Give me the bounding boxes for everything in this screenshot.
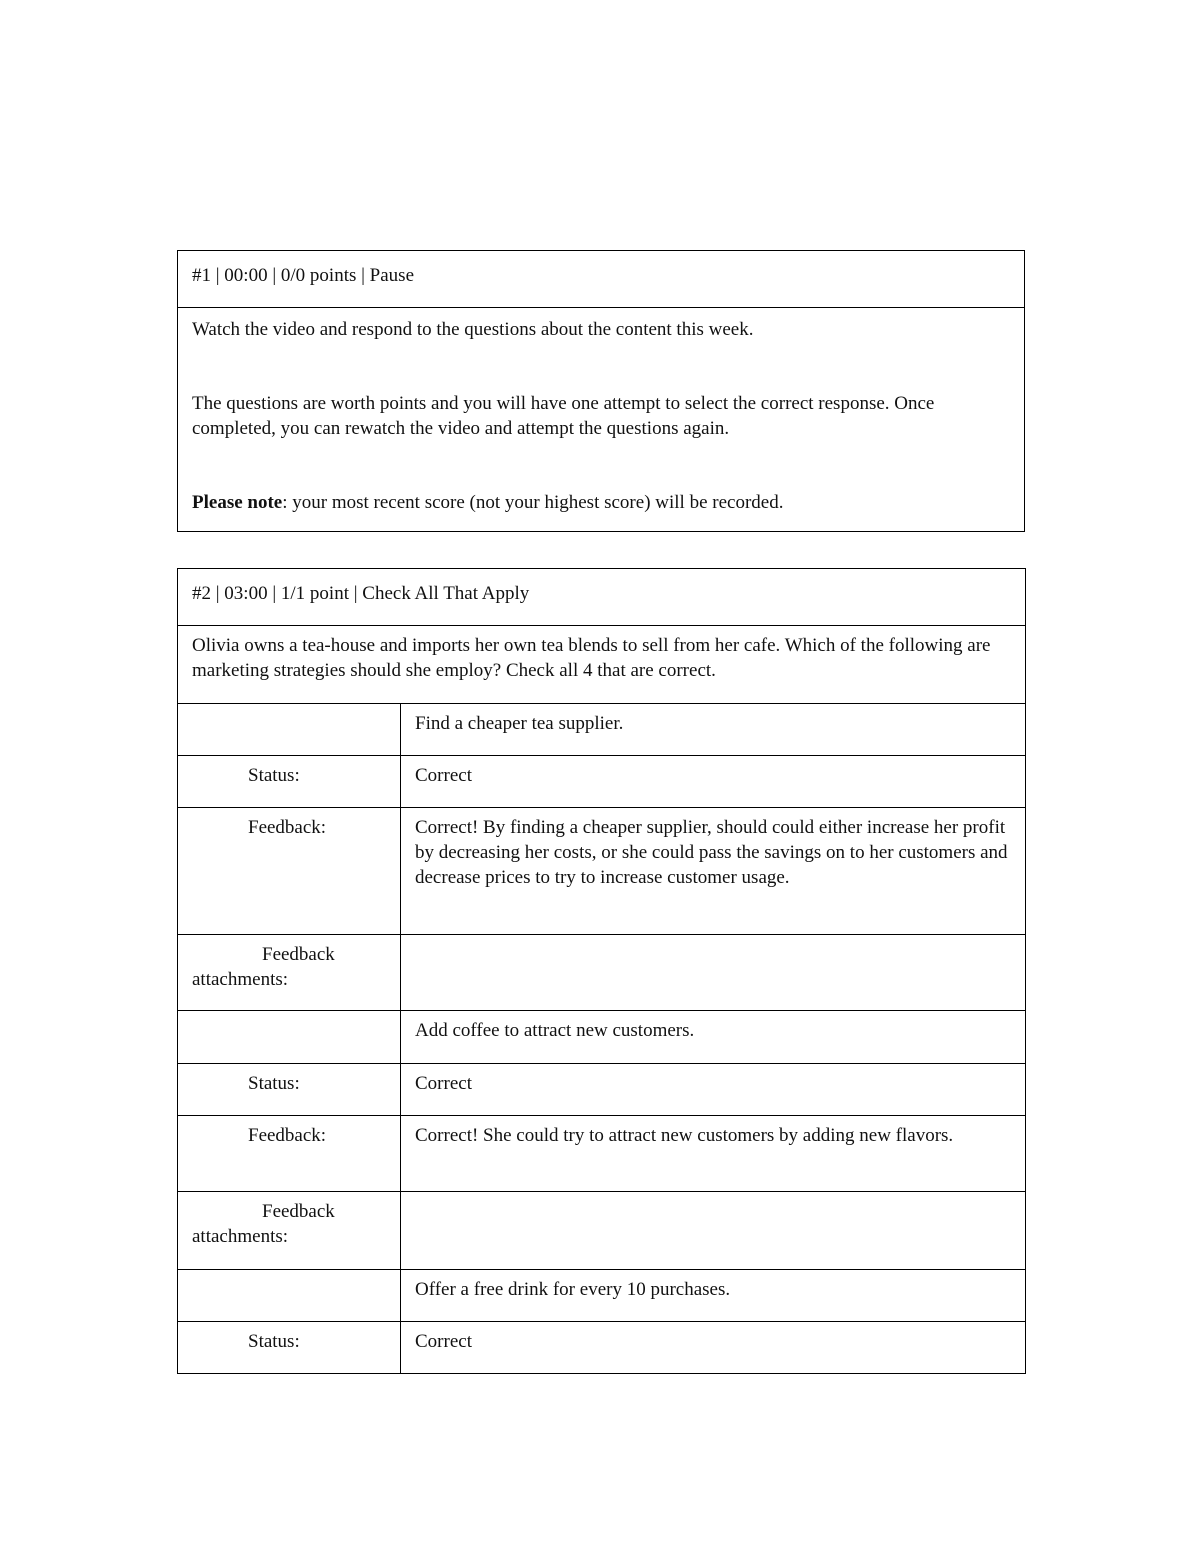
intro-body <box>178 308 1025 532</box>
option-text: Offer a free drink for every 10 purchases. <box>401 1270 1026 1322</box>
attachments-value <box>401 1192 1026 1270</box>
option-row <box>178 1011 1026 1064</box>
option-text: Add coffee to attract new customers. <box>401 1011 1026 1064</box>
feedback-value: Correct! By finding a cheaper supplier, should could either increase her profit by decreasing her costs, or she could pass the savings on to her customers and decrease prices to try to increase customer usage. <box>401 808 1026 935</box>
option-label-cell <box>178 1011 401 1064</box>
option-label-cell <box>178 704 401 756</box>
intro-paragraph-1: Watch the video and respond to the questions about the content this week. <box>192 319 754 340</box>
feedback-row <box>178 808 1026 935</box>
option-text: Find a cheaper tea supplier. <box>401 704 1026 756</box>
note-text: : your most recent score (not your highest score) will be recorded. <box>282 492 784 513</box>
note-label: Please note <box>192 492 283 513</box>
status-row <box>178 1064 1026 1116</box>
attachments-value <box>401 935 1026 1011</box>
option-label-cell <box>178 1270 401 1322</box>
question-table <box>177 568 1026 1374</box>
question-header: #2 | 03:00 | 1/1 point | Check All That Apply <box>178 569 1026 626</box>
feedback-label: Feedback: <box>178 808 401 935</box>
status-label: Status: <box>178 1322 401 1374</box>
feedback-value: Correct! She could try to attract new customers by adding new flavors. <box>401 1116 1026 1192</box>
status-label: Status: <box>178 1064 401 1116</box>
intro-header: #1 | 00:00 | 0/0 points | Pause <box>178 251 1025 308</box>
intro-paragraph-2: The questions are worth points and you will have one attempt to select the correct response. Once completed, you can rewatch the video and attempt the questions again. <box>192 393 935 439</box>
status-value: Correct <box>401 1322 1026 1374</box>
intro-table <box>177 250 1025 532</box>
status-value: Correct <box>401 756 1026 808</box>
feedback-label: Feedback: <box>178 1116 401 1192</box>
status-value: Correct <box>401 1064 1026 1116</box>
attachments-label: Feedback attachments: <box>178 1192 401 1270</box>
question-text: Olivia owns a tea-house and imports her own tea blends to sell from her cafe. Which of the following are marketing strategies should she employ? Check all 4 that are correct. <box>178 626 1026 704</box>
option-row <box>178 704 1026 756</box>
option-row <box>178 1270 1026 1322</box>
attachments-row <box>178 1192 1026 1270</box>
status-row <box>178 756 1026 808</box>
feedback-row <box>178 1116 1026 1192</box>
status-label: Status: <box>178 756 401 808</box>
attachments-row <box>178 935 1026 1011</box>
status-row <box>178 1322 1026 1374</box>
intro-note <box>192 490 1010 515</box>
attachments-label: Feedback attachments: <box>178 935 401 1011</box>
